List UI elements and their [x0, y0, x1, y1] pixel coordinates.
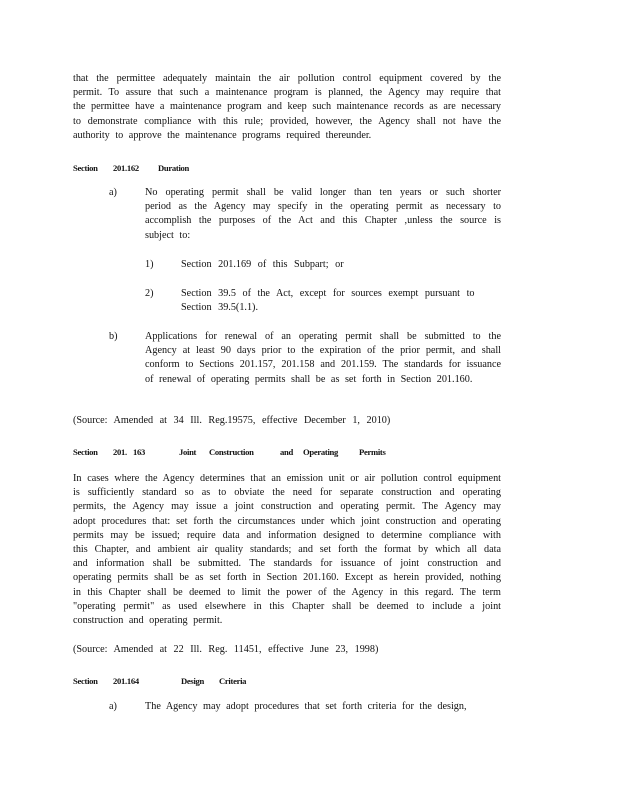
subitem-text-1: Section 201.169 of this Subpart; or	[181, 259, 344, 270]
section-label: Section	[73, 676, 98, 686]
section-number-part2: 163	[133, 447, 145, 457]
subitem-marker-1: 1)	[145, 259, 154, 270]
section-number: 201.162	[113, 163, 139, 173]
section-title-word: Design	[181, 676, 205, 686]
section-title-word: Permits	[359, 447, 386, 457]
section-title-word: Operating	[303, 447, 339, 457]
section-number: 201.164	[113, 676, 139, 686]
source-note-201-162: (Source: Amended at 34 Ill. Reg.19575, effective December 1, 2010)	[73, 415, 391, 426]
item-text-a: The Agency may adopt procedures that set forth criteria for the design,	[145, 701, 467, 712]
section-title-word: Joint	[179, 447, 197, 457]
section-201-163-paragraph: In cases where the Agency determines that an emission unit or air pollution control equipment is sufficiently standard so as to obviate the need for separate construction and operating permits, the Agency may issue a joint construction and operating permit. The Agency may adopt procedures that: set forth the circumstances under which joint construction and operating permits may be issued; require data and information designed to determine compliance with this Chapter, and ambient air quality standards; and set forth the format by which all data and information shall be submitted. The standards for issuance of joint construction and operating permits shall be as set forth in Section 201.160. Except as herein provided, nothing in this Chapter shall be deemed to limit the power of the Agency in this regard. The term "operating permit" as used elsewhere in this Chapter shall be deemed to include a joint construction and operating permit.	[73, 473, 501, 627]
item-text-a: No operating permit shall be valid longer than ten years or such shorter period as the Agency may specify in the operating permit as necessary to accomplish the purposes of the Act and this Chapter ,unless the source is subject to:	[145, 187, 501, 241]
item-text-b: Applications for renewal of an operating permit shall be submitted to the Agency at least 90 days prior to the expiration of the prior permit, and shall conform to Sections 201.157, 201.158 and 201.159. The standards for issuance of renewal of operating permits shall be as set forth in Section 201.160.	[145, 331, 501, 385]
section-title-word: and	[280, 447, 293, 457]
section-label: Section	[73, 163, 98, 173]
section-title: Duration	[158, 163, 190, 173]
item-marker-b: b)	[109, 331, 118, 342]
subitem-marker-2: 2)	[145, 288, 154, 299]
item-marker-a: a)	[109, 187, 117, 198]
section-label: Section	[73, 447, 98, 457]
item-marker-a: a)	[109, 701, 117, 712]
intro-paragraph: that the permittee adequately maintain the air pollution control equipment covered by the permit. To assure that such a maintenance program is planned, the Agency may require that the permittee have a maintenance program and keep such maintenance records as are necessary to demonstrate compliance with this rule; provided, however, the Agency shall not have the authority to approve the maintenance programs required thereunder.	[73, 73, 501, 141]
subitem-text-2: Section 39.5 of the Act, except for sources exempt pursuant to Section 39.5(1.1).	[181, 288, 475, 314]
section-number-part1: 201.	[113, 447, 127, 457]
section-title-word: Criteria	[219, 676, 247, 686]
source-note-201-163: (Source: Amended at 22 Ill. Reg. 11451, effective June 23, 1998)	[73, 644, 379, 655]
section-title-word: Construction	[209, 447, 254, 457]
